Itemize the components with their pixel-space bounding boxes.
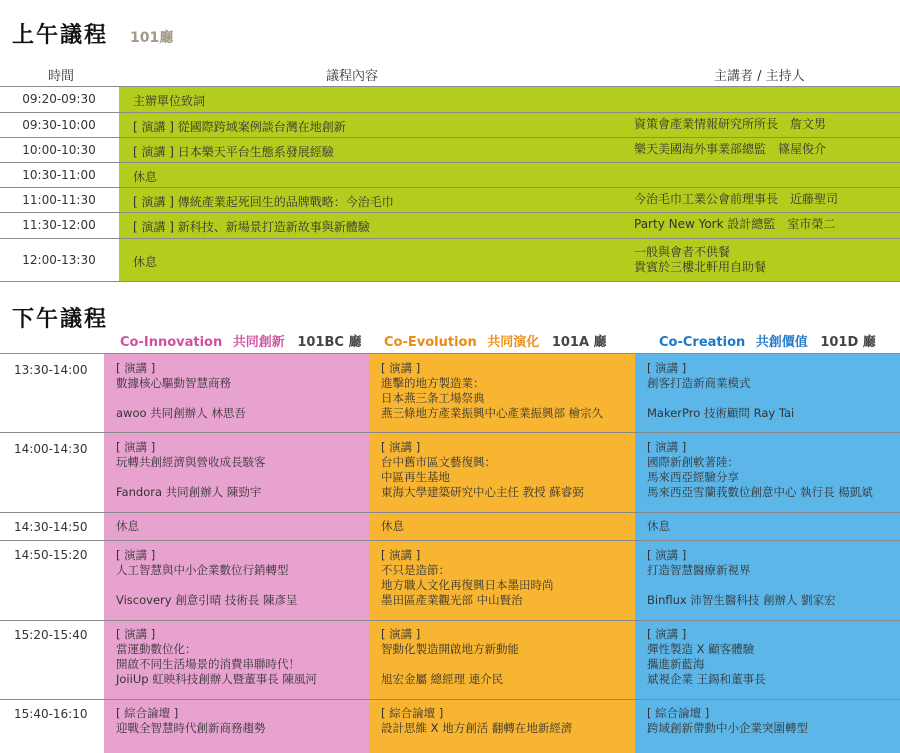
row-time: 10:30-11:00: [22, 168, 96, 182]
session-title: 創客打造新商業模式: [647, 376, 751, 390]
morning-row: [0, 138, 900, 162]
slot-time: 13:30-14:00: [14, 363, 88, 377]
morning-row: [0, 113, 900, 137]
session-speaker: awoo 共同創辦人 林思吾: [116, 406, 246, 420]
row-speaker: 樂天美國海外事業部總監 篠屋俊介: [634, 142, 827, 156]
row-topic: [ 演講 ] 新科技、新場景打造新故事與新體驗: [133, 220, 370, 234]
track-zh: 共同演化: [487, 335, 540, 350]
row-highlight: [119, 87, 900, 112]
session-cell: [104, 434, 369, 500]
session-title: 彈性製造 X 顧客體驗: [647, 642, 755, 656]
session-type: [ 演講 ]: [647, 440, 687, 454]
session-speaker: Viscovery 創意引晴 技術長 陳彥呈: [116, 593, 298, 607]
track-zh: 共創價值: [755, 335, 808, 350]
session-cell: [104, 542, 369, 608]
morning-room: 101廳: [130, 30, 174, 46]
row-topic: 休息: [133, 255, 158, 269]
session-title: 迎戰全智慧時代創新商務趨勢: [116, 721, 266, 735]
session-line: 開啟不同生活場景的消費串聯時代！: [116, 657, 300, 671]
morning-row: [0, 87, 900, 112]
row-topic: 休息: [133, 170, 158, 184]
track-header-creation: [659, 331, 876, 350]
break-cell: [635, 513, 900, 534]
session-speaker: 馬來西亞雪蘭莪數位創意中心 執行長 楊凱斌: [647, 485, 873, 499]
session-type: [ 演講 ]: [116, 548, 156, 562]
session-type: [ 綜合論壇 ]: [381, 706, 444, 720]
session-type: [ 演講 ]: [381, 627, 421, 641]
forum-cell: [104, 700, 369, 736]
session-title: 不只是造節：: [381, 563, 450, 577]
row-topic: [ 演講 ] 從國際跨域案例談台灣在地創新: [133, 120, 346, 134]
session-cell: [369, 355, 635, 421]
session-cell: [635, 434, 900, 500]
session-speaker: 燕三條地方產業振興中心產業振興部 檜宗久: [381, 406, 604, 420]
row-time: 09:30-10:00: [22, 118, 96, 132]
row-highlight: [119, 239, 900, 281]
session-line: 地方職人文化再復興日本墨田時尚: [381, 578, 554, 592]
row-time: 10:00-10:30: [22, 143, 96, 157]
row-time: 12:00-13:30: [22, 253, 96, 267]
track-header-evolution: [384, 331, 607, 350]
session-line: [381, 657, 635, 672]
session-line: [647, 391, 900, 406]
row-speaker: Party New York 設計總監 室市榮二: [634, 217, 836, 231]
row-time: 11:00-11:30: [22, 193, 96, 207]
session-cell: [369, 621, 635, 687]
session-speaker: MakerPro 技術顧問 Ray Tai: [647, 406, 795, 420]
slot-time: 15:40-16:10: [14, 707, 88, 721]
session-type: [ 演講 ]: [116, 627, 156, 641]
session-cell: [369, 434, 635, 500]
divider: [0, 353, 900, 354]
divider: [0, 432, 900, 433]
session-type: [ 演講 ]: [116, 440, 156, 454]
session-type: [ 演講 ]: [381, 361, 421, 375]
row-time: 09:20-09:30: [22, 92, 96, 106]
afternoon-title: 下午議程: [12, 307, 109, 332]
divider: [0, 281, 900, 282]
row-speaker: 資策會產業情報研究所所長 詹文男: [634, 117, 827, 131]
forum-cell: [635, 700, 900, 736]
session-title: 台中舊市區文藝復興：: [381, 455, 496, 469]
session-cell: [635, 355, 900, 421]
session-cell: [635, 621, 900, 687]
header-topic: 議程內容: [326, 69, 379, 84]
session-type: [ 演講 ]: [647, 627, 687, 641]
forum-cell: [369, 700, 635, 736]
session-type: [ 演講 ]: [381, 548, 421, 562]
session-line: [116, 470, 369, 485]
track-header-innovation: [120, 331, 361, 350]
session-line: [647, 578, 900, 593]
session-title: 打造智慧醫療新視界: [647, 563, 751, 577]
morning-row: [0, 213, 900, 238]
morning-row: [0, 239, 900, 281]
slot-time: 15:20-15:40: [14, 628, 88, 642]
session-speaker: 墨田區產業觀光部 中山賢治: [381, 593, 523, 607]
row-topic: 主辦單位致詞: [133, 94, 206, 108]
session-line: 中區再生基地: [381, 470, 450, 484]
break-cell: [104, 513, 369, 534]
break-cell: [369, 513, 635, 534]
morning-row: [0, 188, 900, 212]
track-room: 101A 廳: [551, 335, 607, 350]
slot-time: 14:30-14:50: [14, 520, 88, 534]
session-title: 玩轉共創經濟與營收成長駭客: [116, 455, 266, 469]
header-time: 時間: [48, 69, 75, 84]
row-speaker: [634, 245, 766, 275]
session-type: [ 綜合論壇 ]: [116, 706, 179, 720]
speaker-line: 貴賓於三樓北軒用自助餐: [634, 260, 767, 274]
session-speaker: Fandora 共同創辦人 陳勁宇: [116, 485, 262, 499]
session-type: [ 演講 ]: [116, 361, 156, 375]
row-time: 11:30-12:00: [22, 218, 96, 232]
session-line: 攜進新藍海: [647, 657, 705, 671]
session-title: 智動化製造開啟地方新動能: [381, 642, 519, 656]
row-highlight: [119, 163, 900, 187]
break-label: 休息: [381, 519, 404, 533]
session-speaker: 東海大學建築研究中心主任 教授 蘇睿弼: [381, 485, 584, 499]
track-room: 101BC 廳: [297, 335, 362, 350]
session-title: 進擊的地方製造業：: [381, 376, 485, 390]
track-zh: 共同創新: [232, 335, 285, 350]
session-title: 數據核心驅動智慧商務: [116, 376, 231, 390]
row-topic: [ 演講 ] 日本樂天平台生態系發展經驗: [133, 145, 334, 159]
track-name: Co-Creation: [659, 335, 746, 350]
session-cell: [104, 621, 369, 687]
session-title: 當運動數位化：: [116, 642, 197, 656]
session-cell: [635, 542, 900, 608]
session-cell: [104, 355, 369, 421]
session-title: 人工智慧與中小企業數位行銷轉型: [116, 563, 289, 577]
session-title: 跨域創新帶動中小企業突圍轉型: [647, 721, 808, 735]
session-line: 馬來西亞經驗分享: [647, 470, 739, 484]
speaker-line: 一般與會者不供餐: [634, 245, 731, 259]
morning-title: 上午議程: [12, 23, 109, 48]
header-speaker: 主講者 / 主持人: [714, 69, 805, 84]
session-title: 設計思維 X 地方創活 翻轉在地新經濟: [381, 721, 573, 735]
session-type: [ 綜合論壇 ]: [647, 706, 710, 720]
session-speaker: 旭宏金屬 總經理 連介民: [381, 672, 504, 686]
slot-time: 14:00-14:30: [14, 442, 88, 456]
session-title: 國際新創軟著陸：: [647, 455, 739, 469]
session-speaker: JoiiUp 虹映科技創辦人暨董事長 陳風河: [116, 672, 317, 686]
row-topic: [ 演講 ] 傳統產業起死回生的品牌戰略：今治毛巾: [133, 195, 394, 209]
track-room: 101D 廳: [820, 335, 876, 350]
session-line: [116, 391, 369, 406]
session-line: 日本燕三条工場祭典: [381, 391, 485, 405]
session-type: [ 演講 ]: [647, 361, 687, 375]
session-cell: [369, 542, 635, 608]
session-speaker: Binflux 沛智生醫科技 創辦人 劉家宏: [647, 593, 836, 607]
session-line: [116, 578, 369, 593]
break-label: 休息: [647, 519, 670, 533]
session-type: [ 演講 ]: [647, 548, 687, 562]
divider: [0, 540, 900, 541]
session-type: [ 演講 ]: [381, 440, 421, 454]
slot-time: 14:50-15:20: [14, 548, 88, 562]
row-speaker: 今治毛巾工業公會前理事長 近藤聖司: [634, 192, 839, 206]
morning-row: [0, 163, 900, 187]
session-speaker: 斌視企業 王錫和董事長: [647, 672, 766, 686]
track-name: Co-Evolution: [384, 335, 477, 350]
break-label: 休息: [116, 519, 139, 533]
track-name: Co-Innovation: [120, 335, 223, 350]
